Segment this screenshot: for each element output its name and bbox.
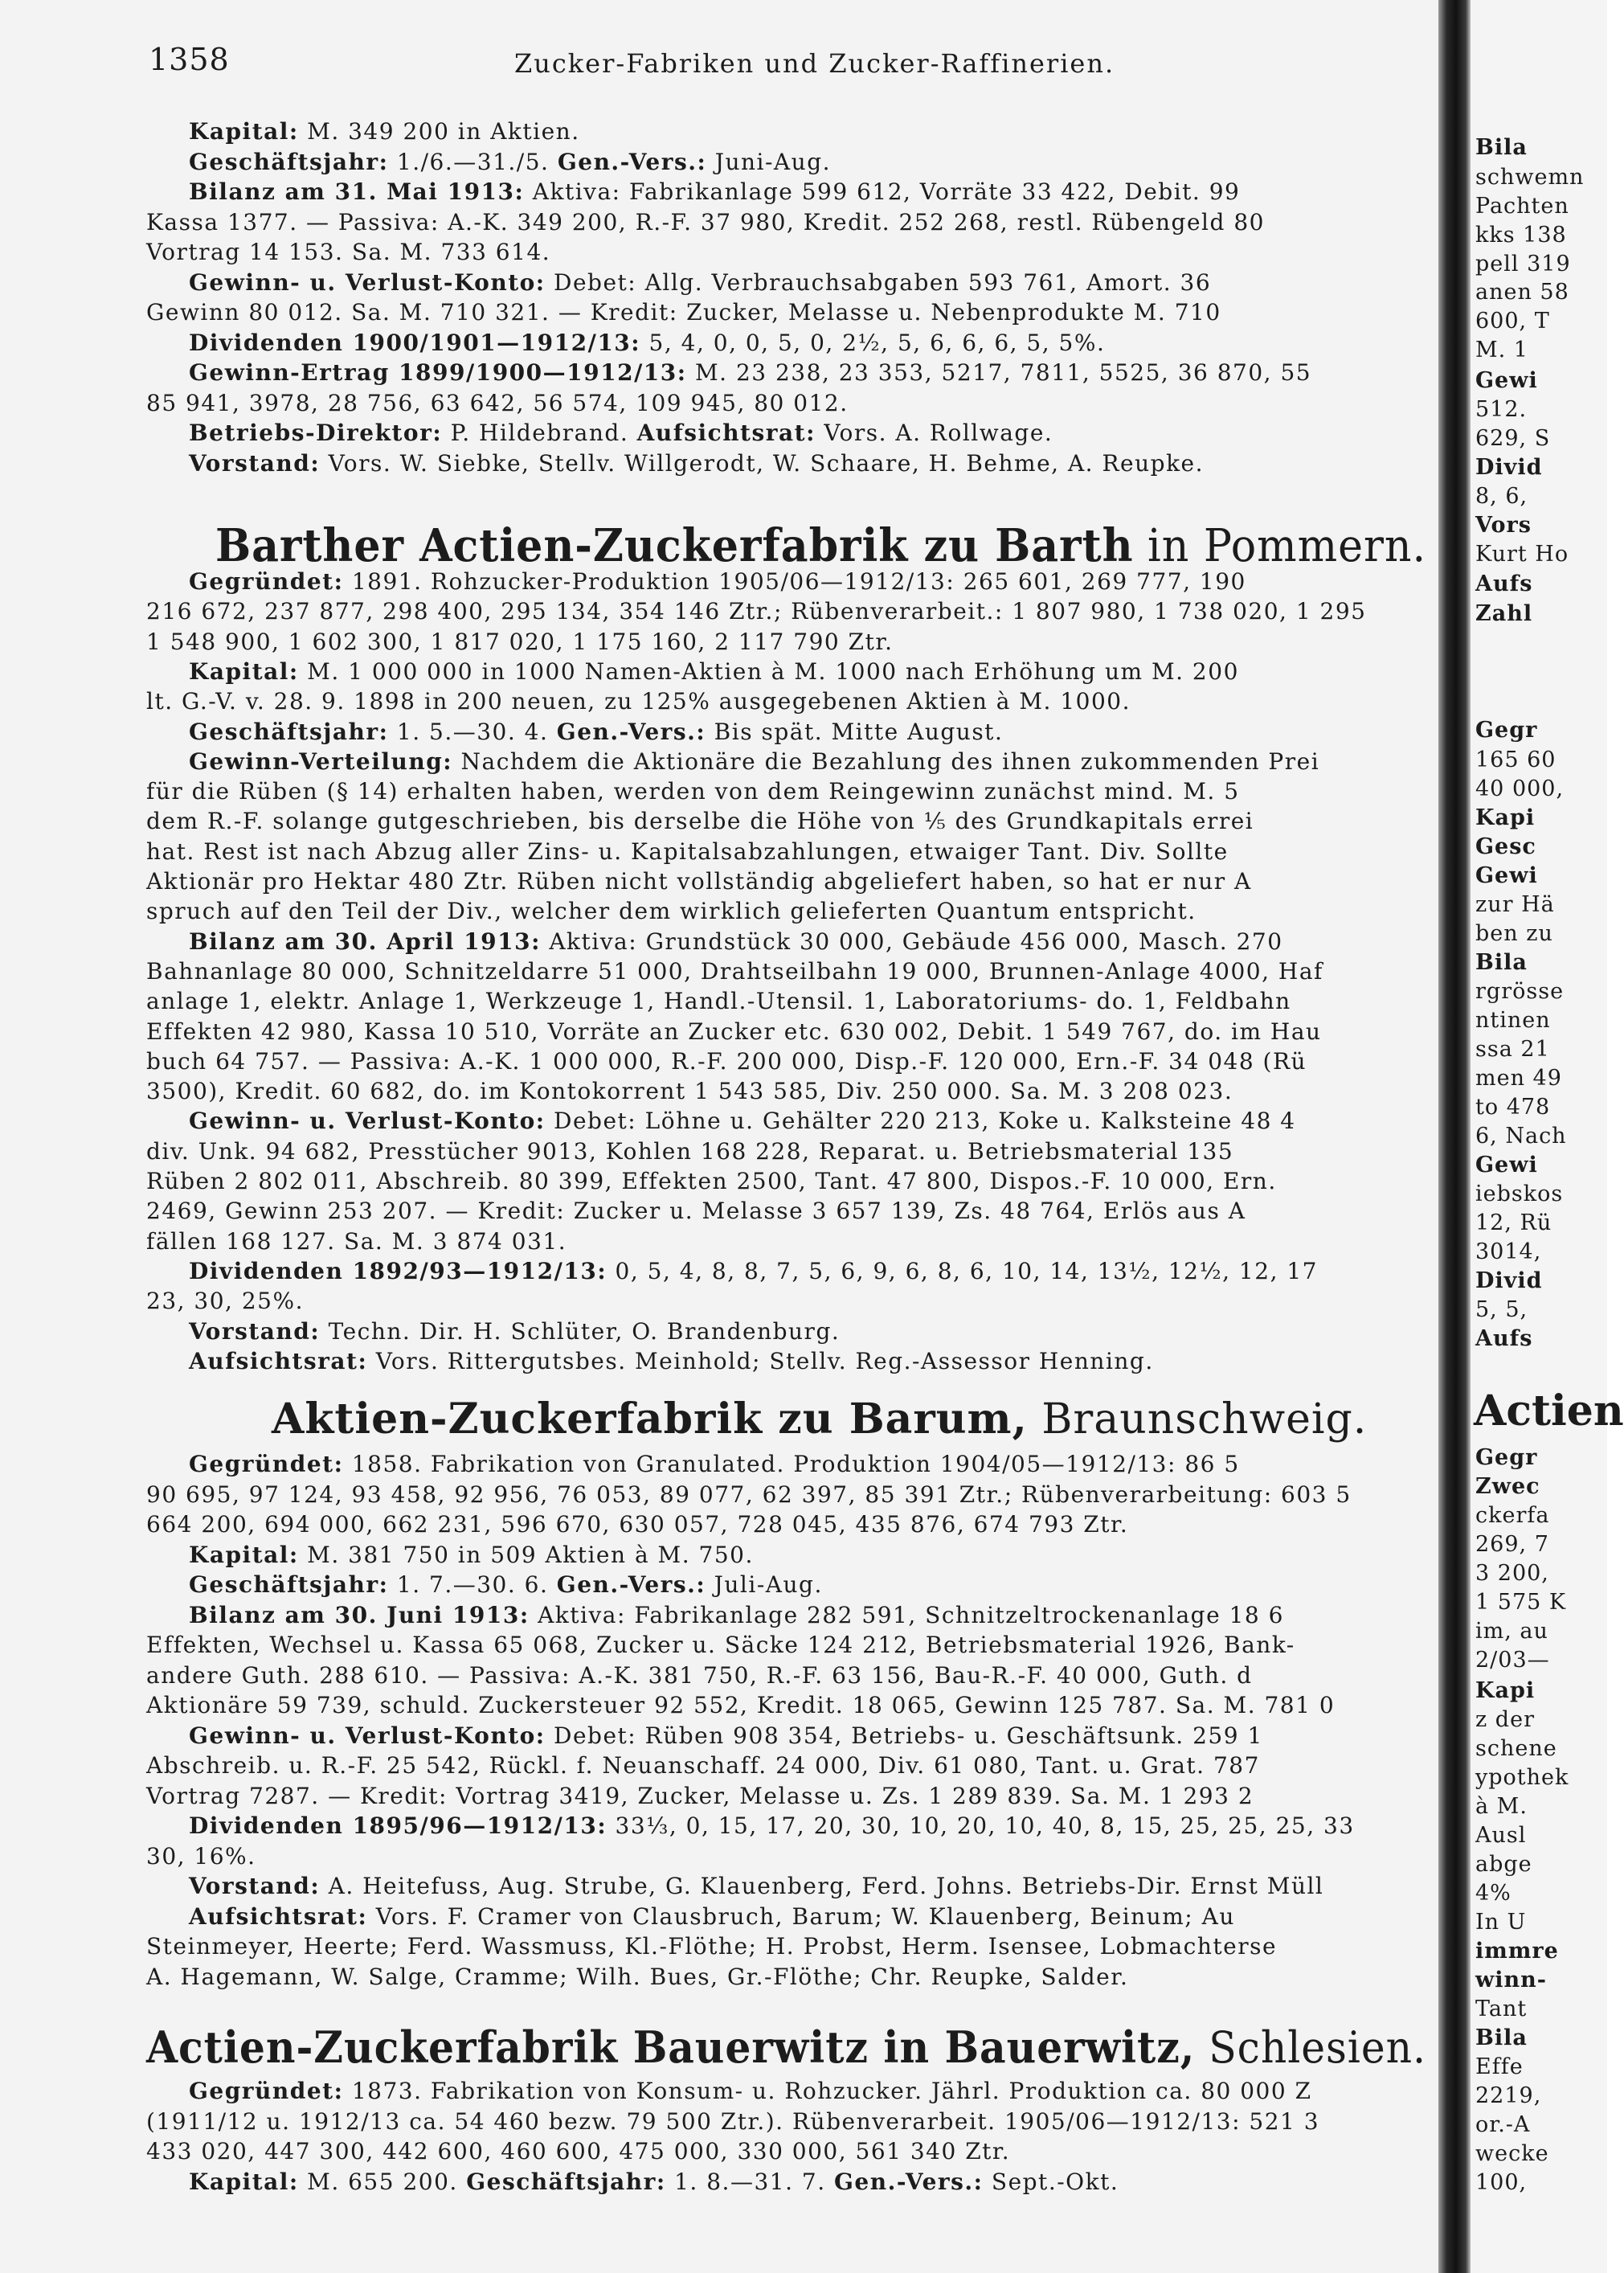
right-fragment-line: Divid <box>1475 1268 1543 1293</box>
c3-line: Kapital: M. 655 200. Geschäftsjahr: 1. 8.—31. 7. Gen.-Vers.: Sept.-Okt. <box>189 2168 1119 2195</box>
section-label: Gewinn- u. Verlust-Konto: <box>189 1108 546 1135</box>
right-fragment-line: ypothek <box>1475 1765 1569 1790</box>
right-fragment-line: Zahl <box>1475 601 1533 626</box>
c2-line: Aktionäre 59 739, schuld. Zuckersteuer 92 552, Kredit. 18 065, Gewinn 125 787. Sa. M. 781 0 <box>146 1692 1336 1718</box>
right-fragment-line: winn- <box>1475 1968 1547 1992</box>
c3-line: Gegründet: 1873. Fabrikation von Konsum- u. Rohzucker. Jährl. Produktion ca. 80 000 Z <box>189 2078 1312 2104</box>
c1-line: 216 672, 237 877, 298 400, 295 134, 354 146 Ztr.; Rübenverarbeit.: 1 807 980, 1 738 020, 1 295 <box>146 598 1367 625</box>
c1-line: Gegründet: 1891. Rohzucker-Produktion 1905/06—1912/13: 265 601, 269 777, 190 <box>189 568 1246 595</box>
right-fragment-line: Zwec <box>1475 1474 1540 1499</box>
section-label: Bilanz am 30. Juni 1913: <box>189 1601 530 1628</box>
right-fragment-line: Ausl <box>1475 1823 1527 1848</box>
c3-line: 433 020, 447 300, 442 600, 460 600, 475 000, 330 000, 561 340 Ztr. <box>146 2138 1011 2164</box>
section-label: Gewinn-Ertrag 1899/1900—1912/13: <box>189 359 687 386</box>
intro-line: Vorstand: Vors. W. Siebke, Stellv. Willgerodt, W. Schaare, H. Behme, A. Reupke. <box>189 449 1205 477</box>
section-label: Gewinn- u. Verlust-Konto: <box>189 1722 546 1749</box>
section-label: Bilanz am 31. Mai 1913: <box>189 178 525 205</box>
right-fragment-line: z der <box>1475 1707 1535 1732</box>
c2-line: Kapital: M. 381 750 in 509 Aktien à M. 750. <box>189 1541 754 1568</box>
right-fragment-line: ckerfa <box>1475 1503 1550 1528</box>
section-label: Gewinn- u. Verlust-Konto: <box>189 268 546 296</box>
section-label: Betriebs-Direktor: <box>189 420 443 446</box>
c1-line: 2469, Gewinn 253 207. — Kredit: Zucker u. Melasse 3 657 139, Zs. 48 764, Erlös aus A <box>146 1198 1246 1225</box>
c1-line: lt. G.-V. v. 28. 9. 1898 in 200 neuen, zu 125% ausgegebenen Aktien à M. 1000. <box>146 688 1131 715</box>
right-fragment-line: anen 58 <box>1475 280 1569 305</box>
c2-line: Vorstand: A. Heitefuss, Aug. Strube, G. Klauenberg, Ferd. Johns. Betriebs-Dir. Ernst Müll <box>189 1873 1324 1899</box>
c2-line: andere Guth. 288 610. — Passiva: A.-K. 381 750, R.-F. 63 156, Bau-R.-F. 40 000, Guth. d <box>146 1661 1253 1689</box>
section-label: Aufsichtsrat: <box>189 1902 368 1930</box>
right-fragment-line: 2219, <box>1475 2083 1542 2108</box>
right-fragment-line: Divid <box>1475 455 1543 480</box>
c2-line: Vortrag 7287. — Kredit: Vortrag 3419, Zucker, Melasse u. Zs. 1 289 839. Sa. M. 1 293 2 <box>146 1782 1254 1809</box>
c1-line: div. Unk. 94 682, Presstücher 9013, Kohlen 168 228, Reparat. u. Betriebsmaterial 135 <box>146 1137 1234 1165</box>
section-label: Gegründet: <box>189 2078 344 2104</box>
c2-line: Abschreib. u. R.-F. 25 542, Rückl. f. Neuanschaff. 24 000, Div. 61 080, Tant. u. Grat. 787 <box>146 1752 1260 1779</box>
right-page-heading: Actien <box>1474 1386 1624 1435</box>
right-fragment-line: wecke <box>1475 2141 1549 2166</box>
c1-line: Bahnanlage 80 000, Schnitzeldarre 51 000, Drahtseilbahn 19 000, Brunnen-Anlage 4000, Haf <box>146 957 1323 985</box>
section-label: Dividenden 1895/96—1912/13: <box>189 1812 607 1839</box>
right-fragment-line: ssa 21 <box>1475 1037 1550 1062</box>
c1-line: 1 548 900, 1 602 300, 1 817 020, 1 175 160, 2 117 790 Ztr. <box>146 628 894 655</box>
intro-line: Kassa 1377. — Passiva: A.-K. 349 200, R.-F. 37 980, Kredit. 252 268, restl. Rübengeld 80 <box>146 208 1265 235</box>
section-label: Kapital: <box>189 2168 299 2195</box>
right-fragment-line: kks 138 <box>1475 223 1567 248</box>
section-label: Aufsichtsrat: <box>189 1347 368 1374</box>
c1-line: Kapital: M. 1 000 000 in 1000 Namen-Aktien à M. 1000 nach Erhöhung um M. 200 <box>189 657 1239 685</box>
right-fragment-line: Kapi <box>1475 805 1536 830</box>
section-label: Dividenden 1900/1901—1912/13: <box>189 329 641 356</box>
right-fragment-line: 600, T <box>1475 309 1550 334</box>
c1-line: Rüben 2 802 011, Abschreib. 80 399, Effekten 2500, Tant. 47 800, Dispos.-F. 10 000, Ern. <box>146 1168 1277 1194</box>
right-fragment-line: 3014, <box>1475 1239 1542 1264</box>
c1-line: Bilanz am 30. April 1913: Aktiva: Grundstück 30 000, Gebäude 456 000, Masch. 270 <box>189 928 1283 955</box>
c1-line: Effekten 42 980, Kassa 10 510, Vorräte an Zucker etc. 630 002, Debit. 1 549 767, do. im Hau <box>146 1018 1322 1045</box>
section-label: Kapital: <box>189 1541 299 1568</box>
right-fragment-line: ben zu <box>1475 921 1553 946</box>
section-label: Gegründet: <box>189 568 344 595</box>
right-fragment-line: Pachten <box>1475 194 1569 219</box>
right-fragment-line: Gewi <box>1475 1153 1538 1177</box>
c1-line: Vorstand: Techn. Dir. H. Schlüter, O. Brandenburg. <box>189 1317 841 1345</box>
intro-line: Bilanz am 31. Mai 1913: Aktiva: Fabrikanlage 599 612, Vorräte 33 422, Debit. 99 <box>189 178 1241 205</box>
right-fragment-line: 1 575 K <box>1475 1590 1567 1615</box>
section-label: Bilanz am 30. April 1913: <box>189 928 541 955</box>
c3-line: (1911/12 u. 1912/13 ca. 54 460 bezw. 79 500 Ztr.). Rübenverarbeit. 1905/06—1912/13: 521 3 <box>146 2107 1320 2135</box>
right-fragment-line: Bila <box>1475 950 1528 975</box>
c1-line: für die Rüben (§ 14) erhalten haben, werden von dem Reingewinn zunächst mind. M. 5 <box>146 778 1240 805</box>
right-page-fragment <box>1471 0 1624 2273</box>
intro-line: Kapital: M. 349 200 in Aktien. <box>189 118 580 145</box>
c2-line: 30, 16%. <box>146 1842 256 1870</box>
c2-line: Gewinn- u. Verlust-Konto: Debet: Rüben 908 354, Betriebs- u. Geschäftsunk. 259 1 <box>189 1722 1263 1749</box>
intro-line: Gewinn- u. Verlust-Konto: Debet: Allg. Verbrauchsabgaben 593 761, Amort. 36 <box>189 268 1212 296</box>
running-head: Zucker-Fabriken und Zucker-Raffinerien. <box>514 48 1115 79</box>
right-fragment-line: Tant <box>1475 1997 1528 2021</box>
right-fragment-line: 165 60 <box>1475 747 1557 772</box>
c1-line: fällen 168 127. Sa. M. 3 874 031. <box>146 1227 567 1255</box>
right-fragment-line: or.-A <box>1475 2112 1531 2137</box>
right-fragment-line: iebskos <box>1475 1182 1564 1206</box>
section-label: Geschäftsjahr: <box>189 1571 389 1598</box>
c1-line: hat. Rest ist nach Abzug aller Zins- u. Kapitalsabzahlungen, etwaiger Tant. Div. Sollte <box>146 838 1229 865</box>
c1-line: spruch auf den Teil der Div., welcher dem wirklich gelieferten Quantum entspricht. <box>146 898 1197 925</box>
right-fragment-line: 3 200, <box>1475 1561 1549 1586</box>
section-label: Geschäftsjahr: <box>189 148 389 175</box>
right-fragment-line: im, au <box>1475 1619 1548 1644</box>
right-fragment-line: 5, 5, <box>1475 1297 1528 1322</box>
right-fragment-line: ntinen <box>1475 1008 1551 1033</box>
c1-line: Aktionär pro Hektar 480 Ztr. Rüben nicht vollständig abgeliefert haben, so hat er nur A <box>146 868 1252 895</box>
right-fragment-line: Gewi <box>1475 368 1538 393</box>
right-fragment-line: Kapi <box>1475 1678 1536 1703</box>
page-number: 1358 <box>149 42 230 77</box>
section-label: Dividenden 1892/93—1912/13: <box>189 1257 607 1284</box>
intro-line: Gewinn-Ertrag 1899/1900—1912/13: M. 23 238, 23 353, 5217, 7811, 5525, 36 870, 55 <box>189 359 1312 386</box>
right-fragment-line: zur Hä <box>1475 892 1555 917</box>
c1-line: 23, 30, 25%. <box>146 1288 304 1315</box>
c2-line: A. Hagemann, W. Salge, Cramme; Wilh. Bues, Gr.-Flöthe; Chr. Reupke, Salder. <box>146 1963 1129 1990</box>
right-fragment-line: 4% <box>1475 1881 1512 1906</box>
company-heading-barth: Barther Actien-Zuckerfabrik zu Barth in Pommern. <box>215 519 1427 572</box>
c2-line: Dividenden 1895/96—1912/13: 33⅓, 0, 15, 17, 20, 30, 10, 20, 10, 40, 8, 15, 25, 25, 25, 33 <box>189 1812 1355 1839</box>
right-fragment-line: Gesc <box>1475 834 1536 859</box>
right-fragment-line: schene <box>1475 1736 1557 1761</box>
right-fragment-line: Aufs <box>1475 571 1533 596</box>
company-heading-barum: Aktien-Zuckerfabrik zu Barum, Braunschweig. <box>272 1395 1368 1444</box>
right-fragment-line: 100, <box>1475 2170 1528 2195</box>
company-heading-bauerwitz: Actien-Zuckerfabrik Bauerwitz in Bauerwitz, Schlesien. <box>146 2021 1426 2073</box>
c1-line: Gewinn-Verteilung: Nachdem die Aktionäre die Bezahlung des ihnen zukommenden Prei <box>189 747 1320 775</box>
section-label: Vorstand: <box>189 1317 321 1345</box>
right-fragment-line: 40 000, <box>1475 776 1565 801</box>
intro-line: Vortrag 14 153. Sa. M. 733 614. <box>146 239 551 265</box>
right-fragment-line: Gegr <box>1475 718 1538 743</box>
c1-line: Dividenden 1892/93—1912/13: 0, 5, 4, 8, 8, 7, 5, 6, 9, 6, 8, 6, 10, 14, 13½, 12½, 12, 17 <box>189 1257 1318 1284</box>
c2-line: Aufsichtsrat: Vors. F. Cramer von Clausbruch, Barum; W. Klauenberg, Beinum; Au <box>189 1902 1235 1930</box>
c2-line: Geschäftsjahr: 1. 7.—30. 6. Gen.-Vers.: Juli-Aug. <box>189 1571 823 1598</box>
right-fragment-line: Vors <box>1475 513 1532 538</box>
section-label: Vorstand: <box>189 1873 321 1899</box>
right-fragment-line: In U <box>1475 1910 1527 1935</box>
right-fragment-line: abge <box>1475 1852 1532 1877</box>
intro-line: Betriebs-Direktor: P. Hildebrand. Aufsichtsrat: Vors. A. Rollwage. <box>189 420 1053 446</box>
c1-line: anlage 1, elektr. Anlage 1, Werkzeuge 1, Handl.-Utensil. 1, Laboratoriums- do. 1, Feldbahn <box>146 988 1291 1015</box>
right-fragment-line: 6, Nach <box>1475 1124 1567 1149</box>
c1-line: Aufsichtsrat: Vors. Rittergutsbes. Meinhold; Stellv. Reg.-Assessor Henning. <box>189 1347 1154 1374</box>
right-fragment-line: pell 319 <box>1475 252 1571 276</box>
right-fragment-line: men 49 <box>1475 1066 1562 1091</box>
c2-line: 664 200, 694 000, 662 231, 596 670, 630 057, 728 045, 435 876, 674 793 Ztr. <box>146 1511 1129 1538</box>
right-fragment-line: Bila <box>1475 2025 1528 2050</box>
book-gutter <box>1438 0 1471 2273</box>
right-fragment-line: rgrösse <box>1475 979 1565 1004</box>
intro-line: 85 941, 3978, 28 756, 63 642, 56 574, 109 945, 80 012. <box>146 389 849 416</box>
right-fragment-line: 8, 6, <box>1475 484 1528 509</box>
right-fragment-line: schwemn <box>1475 165 1585 190</box>
section-label: Kapital: <box>189 118 299 145</box>
c1-line: buch 64 757. — Passiva: A.-K. 1 000 000, R.-F. 200 000, Disp.-F. 120 000, Ern.-F. 34 048 (Rü <box>146 1047 1307 1075</box>
section-label: Gegründet: <box>189 1451 344 1477</box>
right-fragment-line: 512. <box>1475 397 1528 422</box>
right-fragment-line: Gewi <box>1475 863 1538 888</box>
c1-line: dem R.-F. solange gutgeschrieben, bis derselbe die Höhe von ⅕ des Grundkapitals errei <box>146 808 1254 835</box>
section-label: Kapital: <box>189 657 299 685</box>
right-fragment-line: immre <box>1475 1939 1559 1964</box>
c1-line: 3500), Kredit. 60 682, do. im Kontokorrent 1 543 585, Div. 250 000. Sa. M. 3 208 023. <box>146 1078 1233 1105</box>
intro-line: Gewinn 80 012. Sa. M. 710 321. — Kredit: Zucker, Melasse u. Nebenprodukte M. 710 <box>146 299 1221 326</box>
intro-line: Geschäftsjahr: 1./6.—31./5. Gen.-Vers.: Juni-Aug. <box>189 148 832 175</box>
section-label: Gewinn-Verteilung: <box>189 747 453 775</box>
right-fragment-line: à M. <box>1475 1794 1528 1819</box>
right-fragment-line: M. 1 <box>1475 338 1528 362</box>
right-fragment-line: 12, Rü <box>1475 1210 1552 1235</box>
c2-line: Bilanz am 30. Juni 1913: Aktiva: Fabrikanlage 282 591, Schnitzeltrockenanlage 18 6 <box>189 1601 1284 1628</box>
right-fragment-line: Effe <box>1475 2054 1524 2079</box>
intro-line: Dividenden 1900/1901—1912/13: 5, 4, 0, 0, 5, 0, 2½, 5, 6, 6, 6, 5, 5%. <box>189 329 1106 356</box>
right-fragment-line: 629, S <box>1475 426 1551 451</box>
right-fragment-line: Aufs <box>1475 1326 1533 1351</box>
c1-line: Gewinn- u. Verlust-Konto: Debet: Löhne u. Gehälter 220 213, Koke u. Kalksteine 48 4 <box>189 1108 1296 1135</box>
right-fragment-line: 2/03— <box>1475 1648 1550 1673</box>
c1-line: Geschäftsjahr: 1. 5.—30. 4. Gen.-Vers.: Bis spät. Mitte August. <box>189 718 1004 745</box>
c2-line: Effekten, Wechsel u. Kassa 65 068, Zucker u. Säcke 124 212, Betriebsmaterial 1926, Bank- <box>146 1632 1295 1658</box>
c2-line: Gegründet: 1858. Fabrikation von Granulated. Produktion 1904/05—1912/13: 86 5 <box>189 1451 1240 1477</box>
section-label: Vorstand: <box>189 449 321 477</box>
c2-line: Steinmeyer, Heerte; Ferd. Wassmuss, Kl.-Flöthe; H. Probst, Herm. Isensee, Lobmachterse <box>146 1933 1278 1960</box>
right-fragment-line: 269, 7 <box>1475 1532 1549 1557</box>
right-fragment-line: Gegr <box>1475 1445 1538 1470</box>
c2-line: 90 695, 97 124, 93 458, 92 956, 76 053, 89 077, 62 397, 85 391 Ztr.; Rübenverarbeitung: 603 5 <box>146 1481 1352 1508</box>
right-fragment-line: Bila <box>1475 135 1528 160</box>
right-fragment-line: Kurt Ho <box>1475 542 1569 567</box>
right-fragment-line: to 478 <box>1475 1095 1551 1120</box>
section-label: Geschäftsjahr: <box>189 718 389 745</box>
